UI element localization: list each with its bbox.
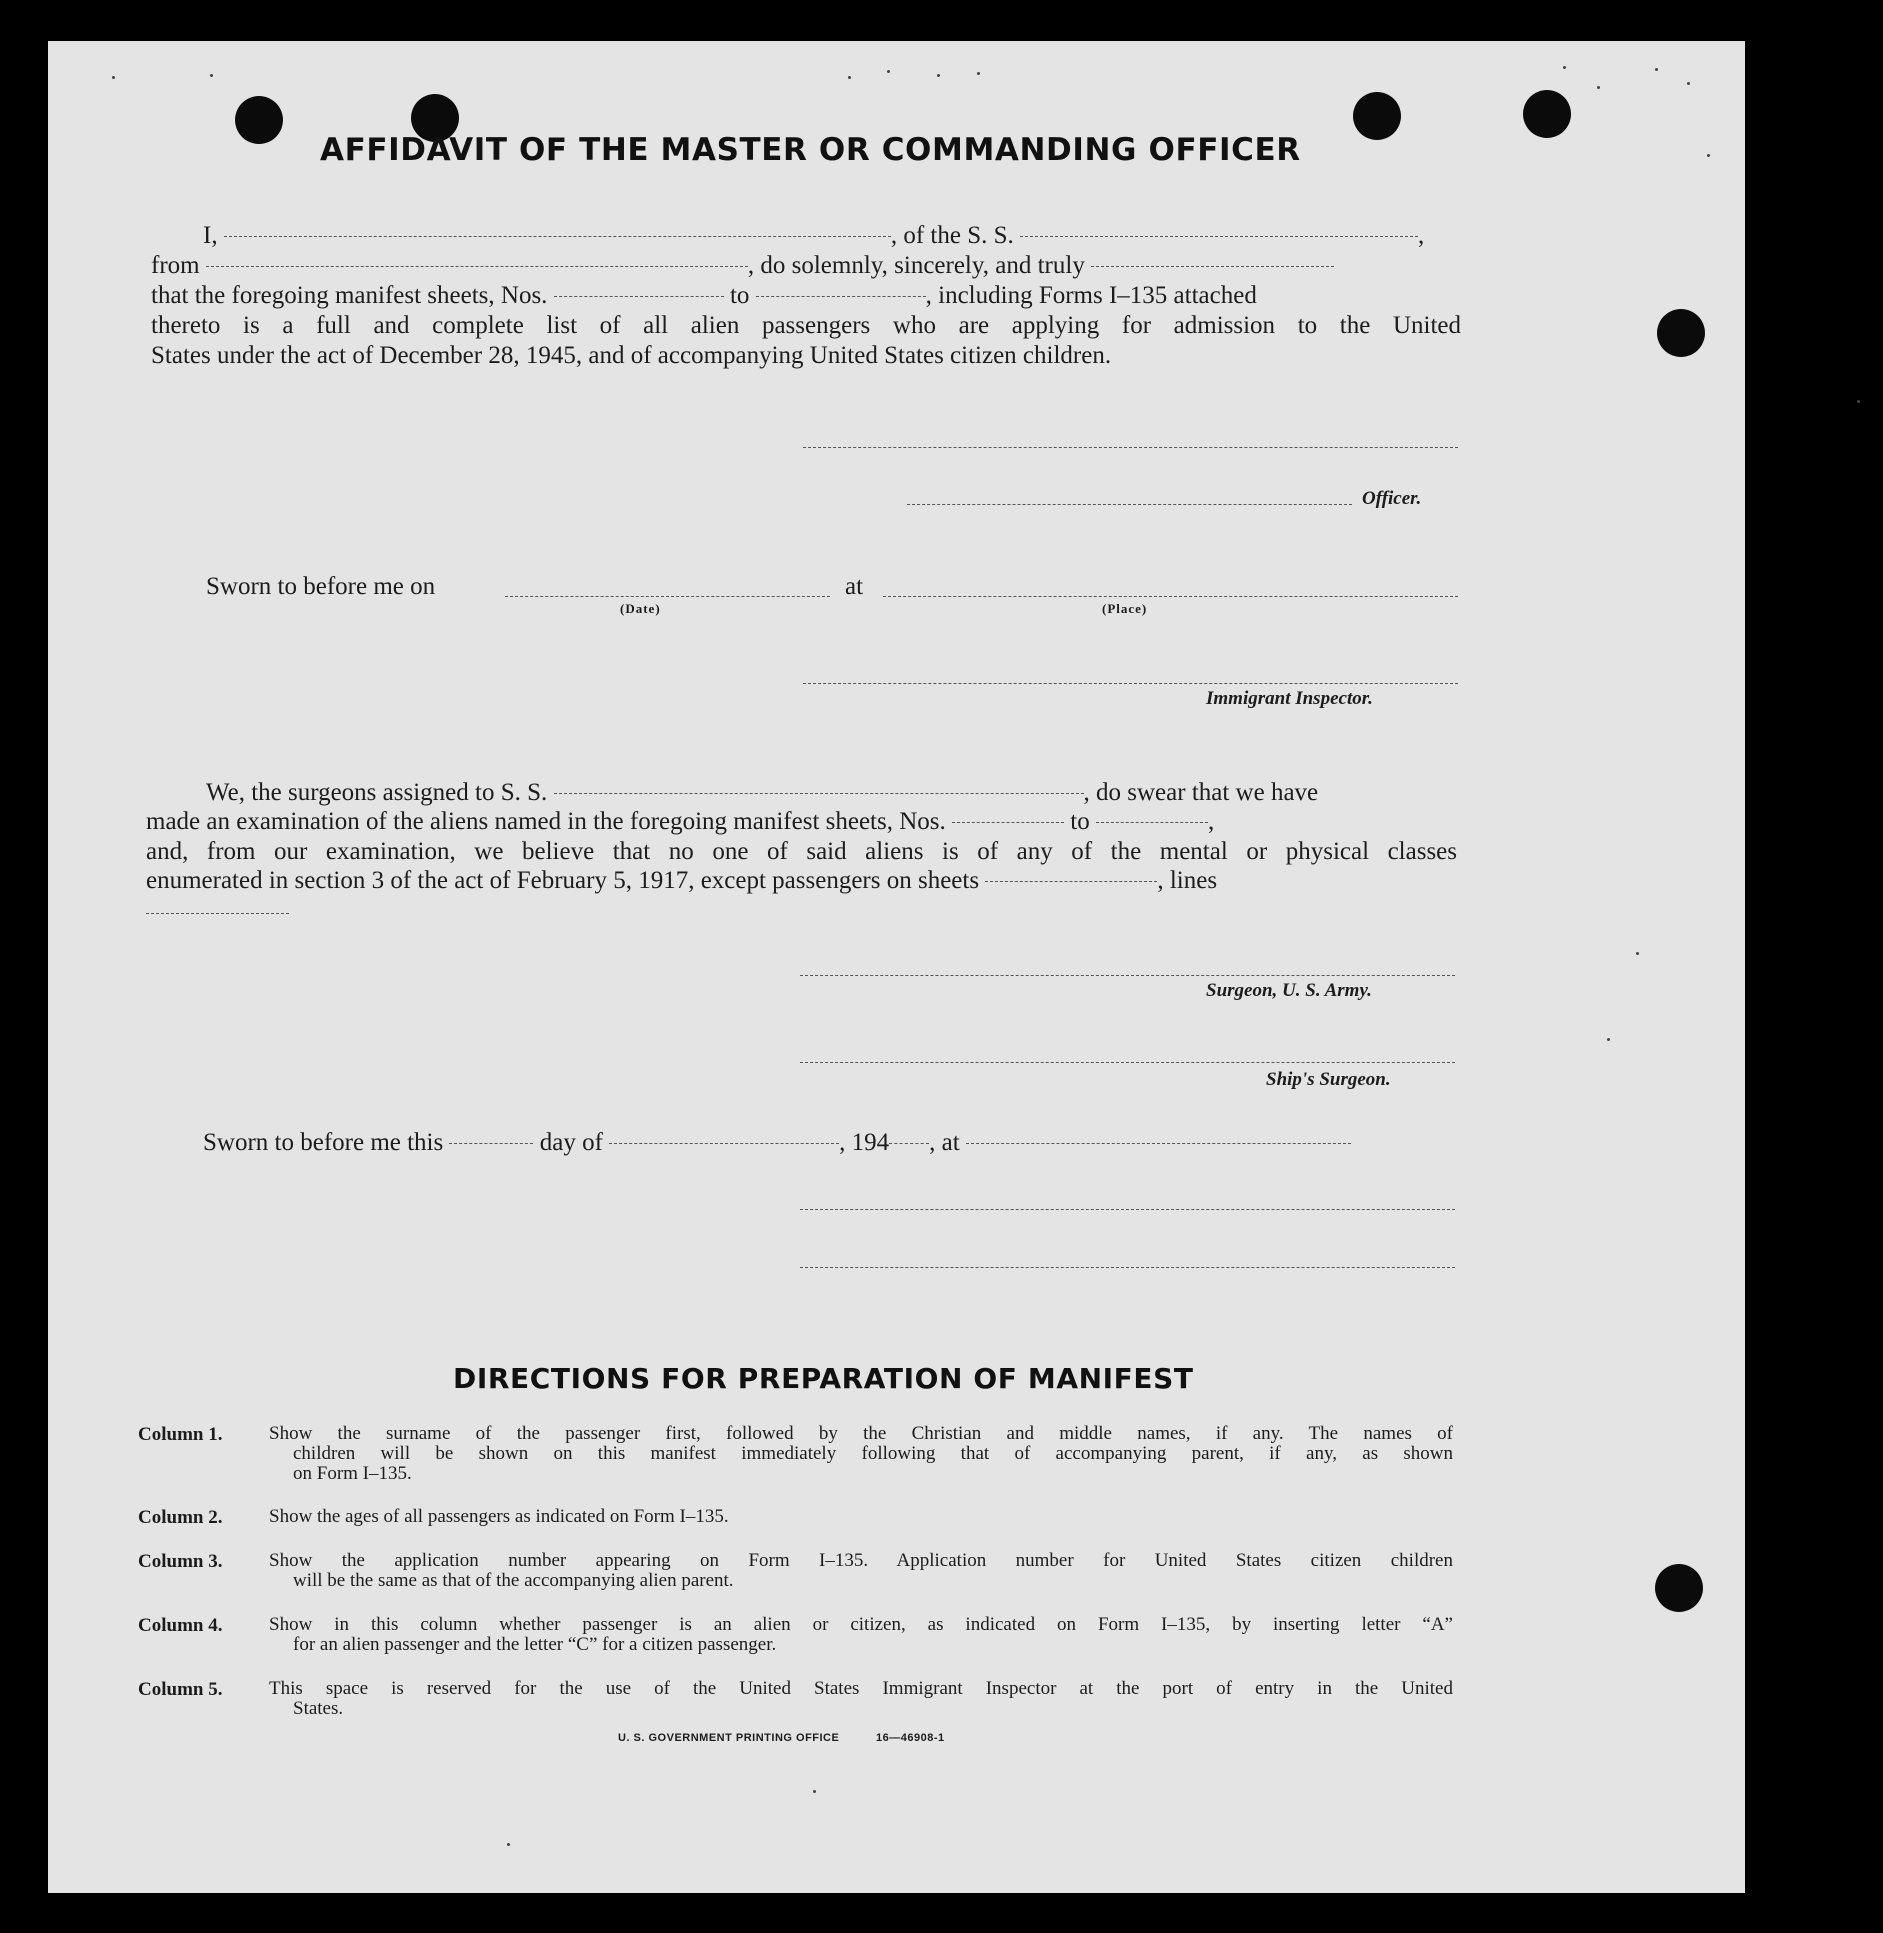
signature-line[interactable] — [800, 1267, 1455, 1268]
ship-surgeon-caption: Ship's Surgeon. — [1266, 1069, 1391, 1090]
speck — [813, 1790, 816, 1793]
direction-text: Show the application number appearing on Form I–135. Application number for United States citizen children — [269, 1550, 1453, 1571]
sworn-before-text: Sworn to before me on — [206, 573, 436, 600]
speck — [112, 76, 115, 79]
speck — [1857, 400, 1860, 403]
surgeons-line-1: We, the surgeons assigned to S. S. , do swear that we have — [206, 779, 1319, 806]
surgeons-ship-field[interactable] — [554, 793, 1084, 794]
page-title: AFFIDAVIT OF THE MASTER OR COMMANDING OFFICER — [320, 132, 1301, 168]
punch-hole — [1523, 90, 1571, 138]
speck — [1707, 154, 1710, 157]
speck — [507, 1843, 510, 1846]
speck — [210, 74, 213, 77]
direction-text: on Form I–135. — [293, 1463, 412, 1484]
from-port-field[interactable] — [206, 266, 748, 267]
except-lines-field[interactable] — [146, 913, 289, 914]
speck — [1636, 952, 1639, 955]
direction-text: Show the ages of all passengers as indicated on Form I–135. — [269, 1506, 729, 1527]
printer-imprint: U. S. GOVERNMENT PRINTING OFFICE — [618, 1732, 840, 1744]
exam-sheets-to-field[interactable] — [1096, 822, 1208, 823]
punch-hole — [1657, 309, 1705, 357]
direction-text: Show in this column whether passenger is an alien or citizen, as indicated on Form I–135, by inserting letter “A” — [269, 1614, 1453, 1635]
sworn-year-field[interactable] — [889, 1143, 929, 1144]
affidavit-line-1: I, , of the S. S. , — [203, 222, 1425, 249]
sworn-at-text: at — [845, 573, 864, 600]
surgeons-line-3: and, from our examination, we believe that no one of said aliens is of any of the mental or physical classes — [146, 838, 1457, 865]
speck — [1563, 66, 1566, 69]
direction-text: for an alien passenger and the letter “C” for a citizen passenger. — [293, 1634, 777, 1655]
direction-text: will be the same as that of the accompanying alien parent. — [293, 1570, 734, 1591]
swear-field[interactable] — [1091, 266, 1334, 267]
speck — [848, 76, 851, 79]
except-sheets-field[interactable] — [985, 881, 1157, 882]
sworn-month-field[interactable] — [609, 1143, 839, 1144]
direction-text: This space is reserved for the use of the United States Immigrant Inspector at the port of entry in the United — [269, 1678, 1453, 1699]
speck — [887, 70, 890, 73]
army-surgeon-signature-line[interactable] — [800, 975, 1455, 976]
date-caption: (Date) — [620, 601, 661, 616]
speck — [1597, 86, 1600, 89]
exam-sheets-from-field[interactable] — [952, 822, 1064, 823]
sworn-location-field[interactable] — [966, 1143, 1351, 1144]
sworn-place-field[interactable] — [883, 596, 1458, 597]
direction-label: Column 5. — [138, 1679, 223, 1700]
army-surgeon-caption: Surgeon, U. S. Army. — [1206, 980, 1372, 1001]
direction-text: Show the surname of the passenger first, followed by the Christian and middle names, if any. The names of — [269, 1423, 1453, 1444]
surgeons-line-2: made an examination of the aliens named in the foregoing manifest sheets, Nos. to , — [146, 808, 1215, 835]
speck — [1687, 82, 1690, 85]
affidavit-line-5: States under the act of December 28, 1945, and of accompanying United States citizen children. — [151, 342, 1112, 369]
direction-label: Column 3. — [138, 1551, 223, 1572]
speck — [1607, 1038, 1610, 1041]
sworn-date-field[interactable] — [505, 596, 830, 597]
affidavit-line-4: thereto is a full and complete list of all alien passengers who are applying for admission to the United — [151, 312, 1461, 339]
affidavit-line-2: from , do solemnly, sincerely, and truly — [151, 251, 1334, 281]
direction-text: States. — [293, 1698, 344, 1719]
speck — [937, 74, 940, 77]
signature-line[interactable] — [800, 1209, 1455, 1210]
officer-title-line[interactable] — [907, 504, 1352, 505]
ship-surgeon-signature-line[interactable] — [800, 1062, 1455, 1063]
sheets-from-field[interactable] — [554, 296, 724, 297]
officer-caption: Officer. — [1362, 488, 1422, 509]
direction-label: Column 4. — [138, 1615, 223, 1636]
surgeons-line-4: enumerated in section 3 of the act of February 5, 1917, except passengers on sheets , lines — [146, 867, 1218, 894]
master-name-field[interactable] — [224, 236, 891, 237]
punch-hole — [1655, 1564, 1703, 1612]
sheets-to-field[interactable] — [756, 296, 926, 297]
inspector-caption: Immigrant Inspector. — [1206, 688, 1373, 709]
officer-signature-line[interactable] — [803, 447, 1458, 448]
sworn-this-line: Sworn to before me this day of , 194 , at — [203, 1128, 1351, 1158]
punch-hole — [1353, 92, 1401, 140]
directions-title: DIRECTIONS FOR PREPARATION OF MANIFEST — [453, 1362, 1194, 1395]
sworn-day-field[interactable] — [449, 1143, 533, 1144]
ship-name-field[interactable] — [1020, 236, 1418, 237]
direction-label: Column 1. — [138, 1424, 223, 1445]
inspector-signature-line[interactable] — [803, 683, 1458, 684]
speck — [1655, 68, 1658, 71]
punch-hole — [235, 96, 283, 144]
direction-text: children will be shown on this manifest immediately following that of accompanying parent, if any, as shown — [293, 1443, 1453, 1464]
place-caption: (Place) — [1102, 601, 1148, 616]
form-code: 16—46908-1 — [876, 1732, 945, 1744]
direction-label: Column 2. — [138, 1507, 223, 1528]
affidavit-line-3: that the foregoing manifest sheets, Nos. to , including Forms I–135 attached — [151, 282, 1257, 309]
speck — [977, 72, 980, 75]
